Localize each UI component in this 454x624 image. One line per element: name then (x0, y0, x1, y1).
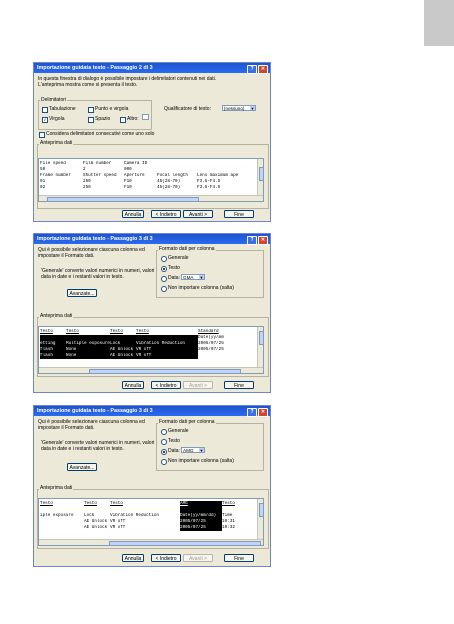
intro-text-2: impostare il Formato dati. (38, 425, 95, 431)
back-button[interactable]: < Indietro (151, 381, 181, 389)
cancel-button[interactable]: Annulla (122, 210, 144, 218)
date-format-value: AMG (183, 448, 194, 453)
import-wizard-step2-dialog (33, 62, 271, 222)
chevron-down-icon: ▼ (199, 448, 204, 453)
qualifier-value: {nessuno} (224, 106, 245, 111)
preview-row-cell: 45(28-70) (157, 179, 181, 184)
preview-header-cell: Testo (110, 501, 123, 506)
preview-row-cell: F3.5-F4.5 (197, 185, 221, 190)
preview-row-cell: VR off (110, 525, 126, 530)
intro-text-1: In questa finestra di dialogo è possibile impostare i delimitatori contenuti nei dati. (38, 76, 217, 82)
preview-row-cell: 2005/07/25 (198, 341, 224, 346)
dialog-title: Importazione guidata testo - Passaggio 3 di 3 (37, 408, 153, 414)
preview-row-cell: VR off (136, 347, 198, 353)
preview-row-cell: 45(28-70) (157, 185, 181, 190)
delimiters-group (38, 97, 152, 130)
preview-row-cell: Lock (84, 513, 95, 518)
preview-row-cell: F3.5-F4.5 (197, 179, 221, 184)
preview-row-cell: Date(yy/mm (198, 335, 224, 340)
format-label: Formato dati per colonna (159, 246, 215, 252)
delimiters-label: Delimitatori (41, 97, 67, 103)
horizontal-scrollbar[interactable] (39, 539, 263, 545)
preview-row-cell: None (66, 347, 110, 353)
preview-row-cell: Multiple exposure (66, 341, 110, 346)
preview-row-cell: Frame number (40, 173, 71, 178)
format-label: Formato dati per colonna (159, 419, 215, 425)
preview-row-cell: 10:31 (222, 519, 235, 524)
preview-header-cell: Testo (136, 329, 149, 334)
help-icon[interactable]: ? (247, 65, 257, 74)
preview-row-cell: VR off (110, 519, 126, 524)
preview-header-cell: Standard (198, 329, 219, 334)
finish-button[interactable]: Fine (224, 554, 254, 562)
next-button[interactable]: Avanti > (183, 210, 213, 218)
preview-row-cell: 50 (40, 167, 46, 172)
preview-row-cell: flash (40, 347, 66, 353)
cancel-button[interactable]: Annulla (122, 554, 144, 562)
info-text-1: 'Generale' converte valori numerici in numeri, valori (41, 268, 155, 274)
semicolon-label: Punto e virgola (95, 106, 129, 112)
preview-row-cell: flash (40, 353, 66, 359)
cancel-button[interactable]: Annulla (122, 381, 144, 389)
preview-row-cell: Shutter speed (83, 173, 117, 178)
preview-row-cell: Film number (83, 161, 112, 166)
chevron-down-icon: ▼ (250, 106, 255, 111)
date-label: Data: (168, 275, 180, 281)
preview-row-cell: VR off (136, 353, 198, 359)
text-label: Testo (168, 438, 180, 444)
finish-button[interactable]: Fine (224, 210, 254, 218)
preview-header-cell: Testo (40, 501, 53, 506)
preview-row-cell: Camera ID (124, 161, 148, 166)
info-text-1: 'Generale' converte valori numerici in numeri, valori (41, 440, 155, 446)
text-radio[interactable] (161, 439, 167, 445)
data-preview[interactable] (38, 326, 264, 374)
preview-row-cell (198, 353, 258, 359)
preview-row-cell: 10:32 (222, 525, 235, 530)
skip-label: Non importare colonna (salta) (168, 458, 234, 464)
preview-row-cell: Vibration Reduction (136, 341, 198, 347)
date-radio[interactable] (161, 449, 167, 455)
text-radio[interactable] (161, 266, 167, 272)
preview-row-cell: iple exposure (40, 513, 74, 518)
title-bar (34, 406, 270, 416)
preview-header-cell: Testo (40, 329, 53, 334)
chevron-down-icon: ▼ (199, 275, 204, 280)
space-checkbox[interactable] (88, 117, 94, 123)
preview-header-cell: Testo (66, 329, 79, 334)
date-radio[interactable] (161, 276, 167, 282)
intro-text-2: impostare il Formato dati. (38, 253, 95, 259)
preview-row-cell: Time (222, 513, 233, 518)
semicolon-checkbox[interactable] (88, 107, 94, 113)
other-label: Altro: (127, 116, 139, 122)
preview-row-cell: 2005/07/25 (180, 525, 222, 531)
consecutive-checkbox[interactable] (39, 132, 45, 138)
other-checkbox[interactable] (120, 117, 126, 123)
preview-row-cell: None (66, 353, 110, 359)
preview-row-cell: AE Unlock (110, 347, 136, 353)
preview-header-cell: Testo (222, 501, 235, 506)
preview-row-cell: Focal length (157, 173, 188, 178)
dialog-title: Importazione guidata testo - Passaggio 2 di 3 (37, 65, 153, 71)
close-icon[interactable]: ✕ (258, 408, 268, 417)
info-text-2: data in date e i restanti valori in testo. (41, 274, 124, 280)
dialog-title: Importazione guidata testo - Passaggio 3 di 3 (37, 236, 153, 242)
preview-row-cell: Date(yy/mm/dd) (180, 513, 222, 519)
preview-row-cell: Aperture (124, 173, 145, 178)
date-format-select[interactable] (181, 274, 205, 280)
intro-text-2: L'anteprima mostra come si presenta il testo. (38, 82, 138, 88)
preview-row-cell: 000 (124, 167, 132, 172)
preview-label: Anteprima dati (40, 485, 73, 491)
preview-row-cell: File speed (40, 161, 66, 166)
preview-row-cell: Lens maximum ape (197, 173, 239, 178)
comma-checkbox[interactable]: ✓ (43, 117, 47, 122)
finish-button[interactable]: Fine (224, 381, 254, 389)
general-label: Generale (168, 255, 189, 261)
next-button: Avanti > (183, 554, 213, 562)
import-wizard-step3-dialog-b (33, 405, 271, 567)
preview-row-cell: 2005/07/25 (180, 519, 222, 525)
preview-row-cell: 2005/07/25 (198, 347, 224, 352)
preview-row-cell: F10 (124, 179, 132, 184)
back-button[interactable]: < Indietro (151, 210, 181, 218)
tab-checkbox[interactable] (42, 107, 48, 113)
data-preview[interactable] (38, 498, 264, 546)
title-bar (34, 63, 270, 73)
preview-row-cell: Lock (110, 341, 136, 347)
tab-label: Tabulazione (49, 106, 76, 112)
horizontal-scrollbar[interactable] (39, 195, 263, 201)
preview-row-cell: F10 (124, 185, 132, 190)
preview-row-cell: Vibration Reduction (110, 513, 159, 518)
preview-row-cell (40, 525, 84, 531)
general-radio[interactable] (161, 429, 167, 435)
date-format-value: GMA (183, 275, 194, 280)
consecutive-label: Considera delimitatori consecutivi come uno solo (46, 131, 155, 137)
intro-text-1: Qui è possibile selezionare ciascuna colonna ed (38, 247, 145, 253)
preview-row-cell: 250 (83, 179, 91, 184)
preview-row-cell: 2 (83, 167, 86, 172)
skip-label: Non importare colonna (salta) (168, 285, 234, 291)
preview-label: Anteprima dati (40, 313, 73, 319)
back-button[interactable]: < Indietro (151, 554, 181, 562)
close-icon[interactable]: ✕ (258, 236, 268, 245)
date-label: Data: (168, 448, 180, 454)
help-icon[interactable]: ? (247, 236, 257, 245)
info-text-2: data in date e i restanti valori in testo. (41, 446, 124, 452)
preview-row-cell: etting (40, 341, 66, 347)
advanced-button[interactable]: Avanzate... (67, 463, 97, 471)
page-tab-marker (424, 0, 454, 46)
skip-radio[interactable] (161, 286, 167, 292)
help-icon[interactable]: ? (247, 408, 257, 417)
general-label: Generale (168, 428, 189, 434)
preview-header-cell: Testo (110, 329, 123, 334)
date-format-select[interactable] (181, 447, 205, 453)
intro-text-1: Qui è possibile selezionare ciascuna colonna ed (38, 419, 145, 425)
advanced-button[interactable]: Avanzate... (67, 289, 97, 297)
horizontal-scrollbar[interactable] (39, 367, 263, 373)
preview-label: Anteprima dati (40, 140, 73, 146)
preview-header-cell: Testo (84, 501, 97, 506)
space-label: Spazio (95, 116, 111, 122)
preview-header-cell: AMG (180, 501, 222, 507)
qualifier-select[interactable] (222, 105, 256, 111)
qualifier-label: Qualificatore di testo: (164, 106, 211, 112)
close-icon[interactable]: ✕ (258, 65, 268, 74)
text-label: Testo (168, 265, 180, 271)
vertical-scrollbar[interactable] (257, 159, 263, 195)
preview-row-cell: 02 (40, 185, 46, 190)
preview-row-cell: AE Unlock (84, 525, 108, 530)
other-delimiter-input[interactable] (142, 114, 149, 120)
general-radio[interactable] (161, 256, 167, 262)
preview-row-cell: AE Unlock (84, 519, 108, 524)
title-bar (34, 234, 270, 244)
import-wizard-step3-dialog-a (33, 233, 271, 393)
data-preview[interactable] (38, 158, 264, 202)
preview-row-cell: AE Unlock (110, 353, 136, 359)
preview-row-cell: 01 (40, 179, 46, 184)
skip-radio[interactable] (161, 459, 167, 465)
comma-label: Virgola (49, 116, 65, 122)
next-button: Avanti > (183, 381, 213, 389)
preview-row-cell: 250 (83, 185, 91, 190)
